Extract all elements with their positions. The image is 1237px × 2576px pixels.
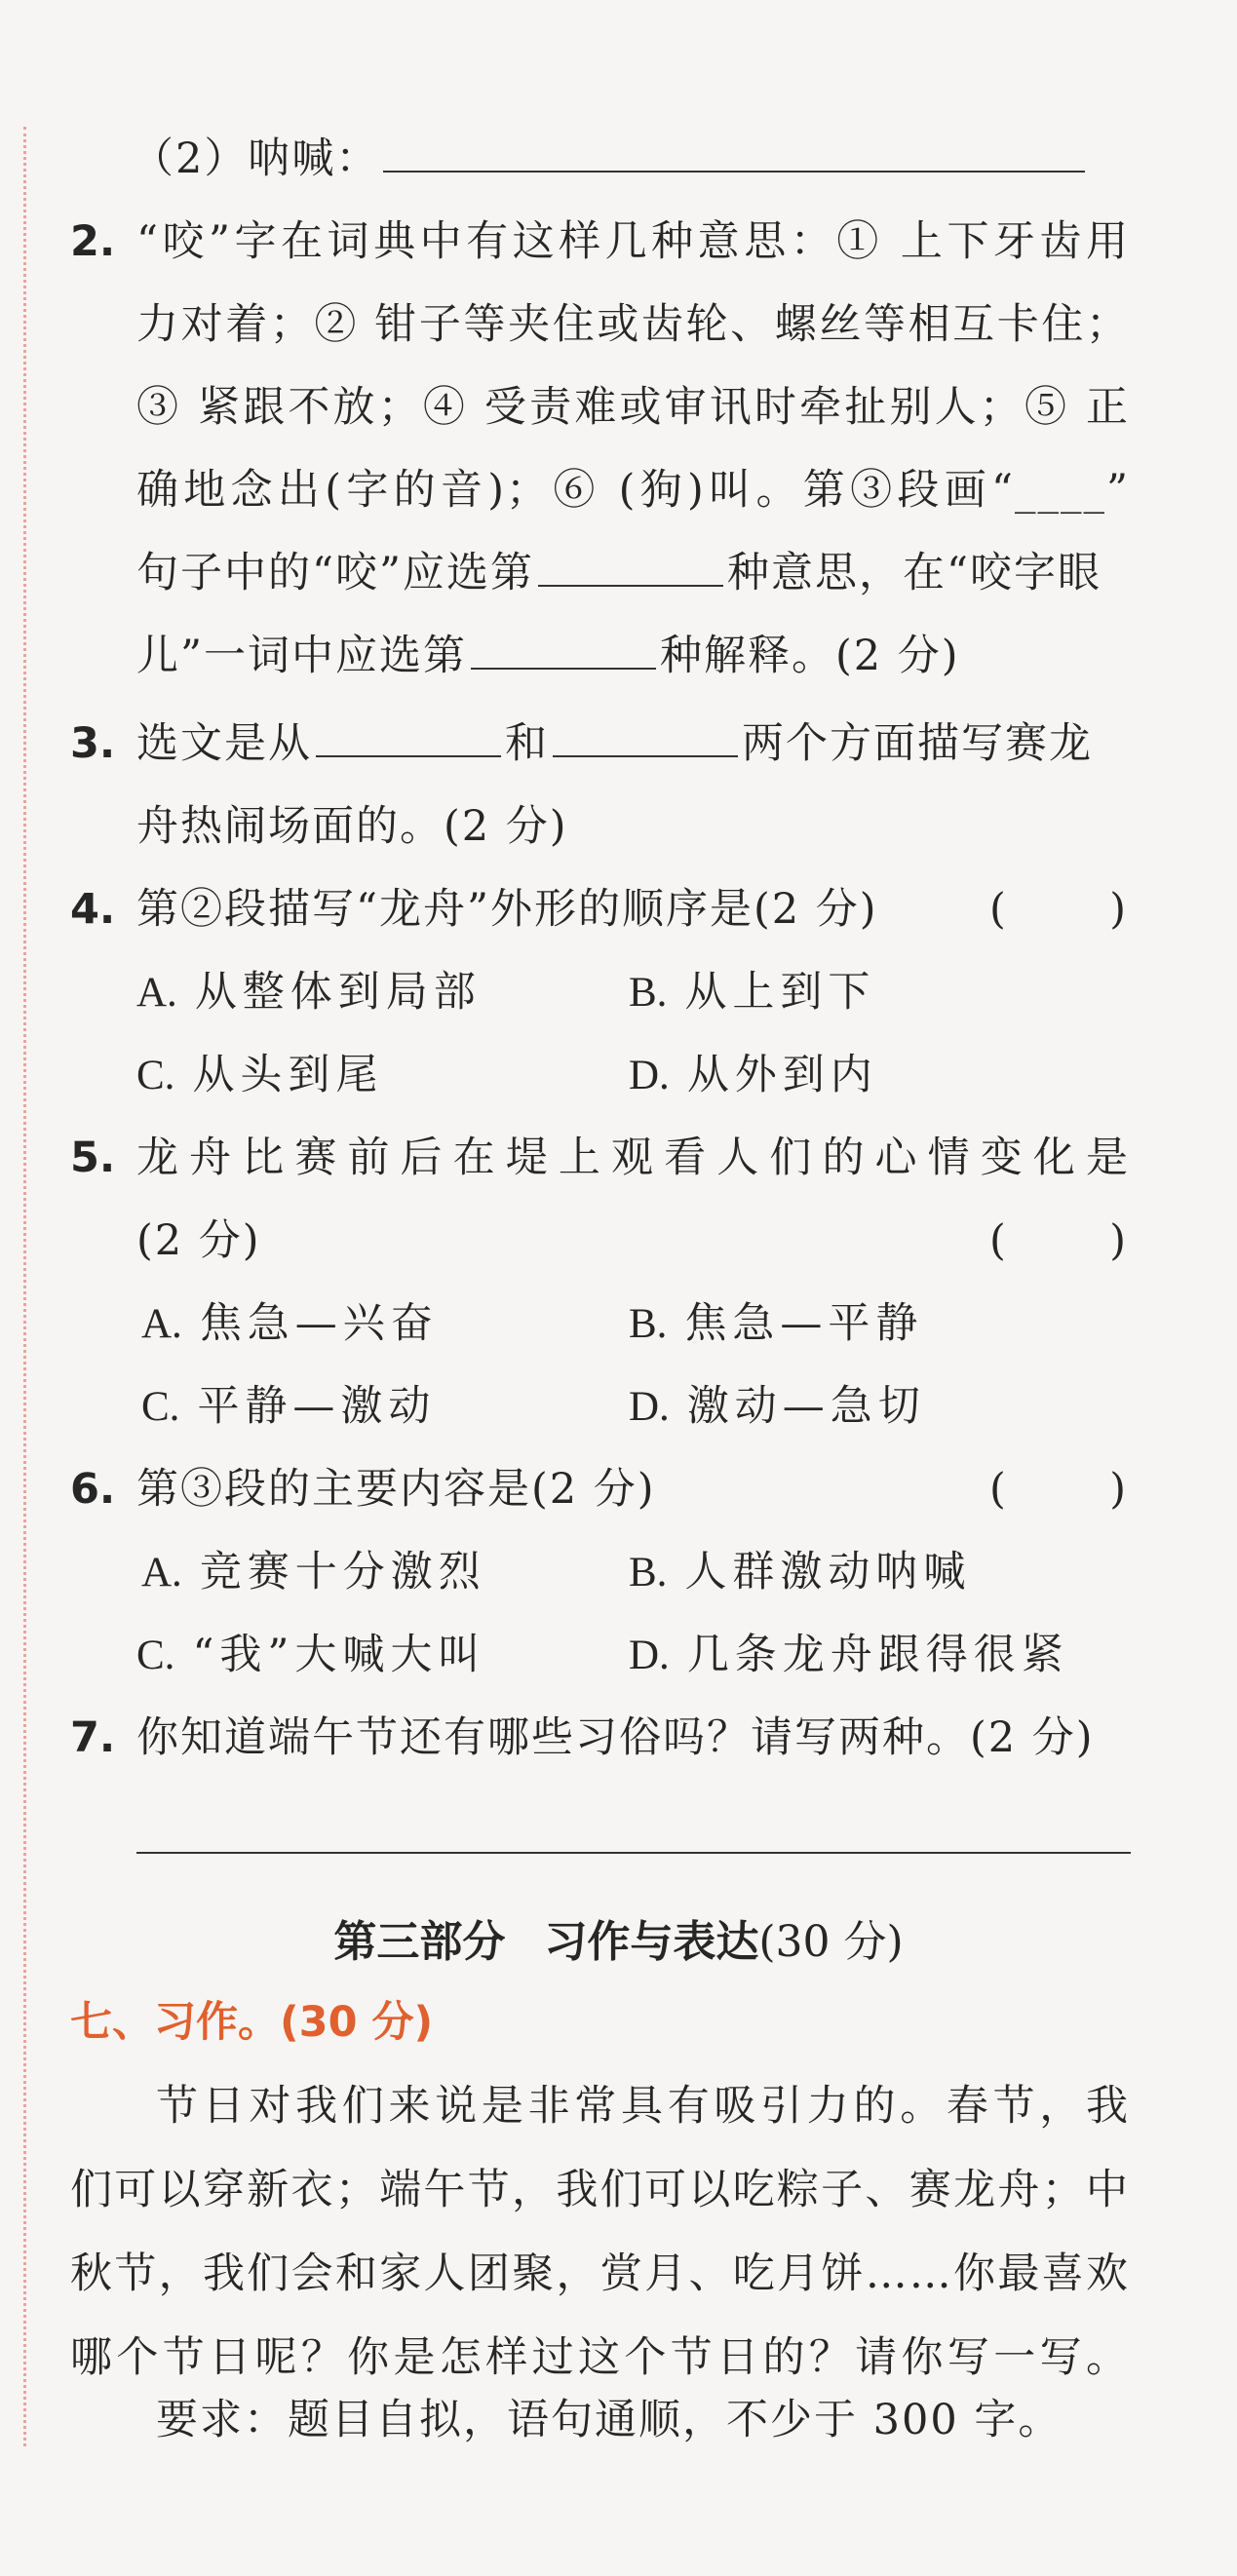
q4-options-row-2 [0, 1033, 1237, 1117]
q7-stem-text: 你知道端午节还有哪些习俗吗？请写两种。(2 分) [136, 1713, 1095, 1762]
q4-option-d[interactable]: D. 从外到内 [629, 1051, 878, 1099]
composition-heading: 七、习作。(30 分) [70, 1998, 434, 2047]
q6-option-b[interactable]: B. 人群激动呐喊 [629, 1548, 972, 1596]
q6-answer-paren[interactable]: ( ) [989, 1465, 1126, 1514]
q2-line6-b: 种解释。(2 分) [659, 632, 960, 680]
q2-line-6 [0, 614, 1237, 698]
q2-blank-2[interactable] [471, 617, 656, 670]
section-score: (30 分) [758, 1917, 904, 1967]
prompt-line: 哪个节日呢？你是怎样过这个节日的？请你写一写。 [70, 2333, 1130, 2382]
section-title [0, 1901, 1237, 1984]
q6-options-row-2 [0, 1613, 1237, 1697]
q5-score: (2 分) [136, 1216, 261, 1265]
q5-option-b[interactable]: B. 焦急—平静 [629, 1299, 924, 1348]
q4-option-b[interactable]: B. 从上到下 [629, 968, 876, 1017]
q1-sub2 [0, 117, 1237, 201]
q5-option-d[interactable]: D. 激动—急切 [629, 1382, 926, 1431]
q2-line-2 [0, 283, 1237, 366]
composition-requirement: 要求：题目自拟，语句通顺，不少于 300 字。 [156, 2396, 1063, 2444]
q4-option-a[interactable]: A. 从整体到局部 [136, 968, 482, 1017]
prompt-line: 节日对我们来说是非常具有吸引力的。春节，我 [156, 2082, 1130, 2131]
q3-text-b: 和 [505, 719, 549, 768]
q4-stem [0, 867, 1237, 951]
q5-stem-text: 龙舟比赛前后在堤上观看人们的心情变化是 [136, 1134, 1130, 1182]
section-name: 习作与表达 [544, 1917, 759, 1967]
q5-options-row-1 [0, 1282, 1237, 1365]
q5-stem [0, 1116, 1237, 1200]
section-part: 第三部分 [333, 1917, 506, 1967]
q6-options-row-1 [0, 1530, 1237, 1614]
q3-line-1 [0, 702, 1237, 786]
q6-option-c[interactable]: C. “我”大喊大叫 [136, 1631, 486, 1679]
q7-answer-line[interactable] [136, 1852, 1131, 1854]
q1-sub2-blank[interactable] [383, 120, 1085, 173]
q3-line-2 [0, 785, 1237, 868]
q4-stem-text: 第②段描写“龙舟”外形的顺序是(2 分) [136, 885, 878, 934]
q5-score-line [0, 1199, 1237, 1283]
q2-blank-1[interactable] [538, 534, 723, 587]
q6-option-d[interactable]: D. 几条龙舟跟得很紧 [629, 1631, 1069, 1679]
q2-line-3 [0, 365, 1237, 449]
q5-option-c[interactable]: C. 平静—激动 [141, 1382, 437, 1431]
q5-answer-paren[interactable]: ( ) [989, 1216, 1126, 1265]
q2-line-4 [0, 448, 1237, 532]
q3-text-line2: 舟热闹场面的。(2 分) [136, 802, 568, 851]
q2-text-line: ③ 紧跟不放；④ 受责难或审讯时牵扯别人；⑤ 正 [136, 383, 1130, 432]
q4-number: 4. [70, 885, 116, 934]
composition-prompt [70, 2064, 1130, 2400]
q6-option-a[interactable]: A. 竞赛十分激烈 [141, 1548, 486, 1596]
q6-number: 6. [70, 1465, 116, 1514]
q2-line-5 [0, 531, 1237, 615]
q3-blank-1[interactable] [316, 705, 501, 757]
q2-text-line: 确地念出(字的音)；⑥ (狗)叫。第③段画“____” [136, 466, 1130, 515]
q2-text-line: 力对着；② 钳子等夹住或齿轮、螺丝等相互卡住； [136, 300, 1130, 349]
q5-option-a[interactable]: A. 焦急—兴奋 [141, 1299, 439, 1348]
q7-stem [0, 1696, 1237, 1780]
q6-stem [0, 1447, 1237, 1531]
q2-text-line: “咬”字在词典中有这样几种意思：① 上下牙齿用 [136, 217, 1130, 266]
q4-option-c[interactable]: C. 从头到尾 [136, 1051, 384, 1099]
prompt-line: 秋节，我们会和家人团聚，赏月、吃月饼……你最喜欢 [70, 2249, 1130, 2298]
prompt-line: 们可以穿新衣；端午节，我们可以吃粽子、赛龙舟；中 [70, 2166, 1130, 2214]
q5-options-row-2 [0, 1365, 1237, 1448]
q2-line5-b: 种意思，在“咬字眼 [726, 549, 1102, 597]
q4-options-row-1 [0, 950, 1237, 1034]
q3-blank-2[interactable] [553, 705, 738, 757]
q3-number: 3. [70, 719, 116, 768]
q2-number: 2. [70, 217, 116, 266]
q2-line5-a: 句子中的“咬”应选第 [136, 549, 534, 597]
q7-number: 7. [70, 1713, 116, 1762]
q4-answer-paren[interactable]: ( ) [989, 885, 1126, 934]
q6-stem-text: 第③段的主要内容是(2 分) [136, 1465, 656, 1514]
q3-text-c: 两个方面描写赛龙 [742, 719, 1093, 768]
q1-sub2-label: （2）呐喊： [132, 135, 380, 183]
q2-line-1 [0, 200, 1237, 284]
q3-text-a: 选文是从 [136, 719, 312, 768]
q2-line6-a: 儿”一词中应选第 [136, 632, 467, 680]
q5-number: 5. [70, 1134, 116, 1182]
